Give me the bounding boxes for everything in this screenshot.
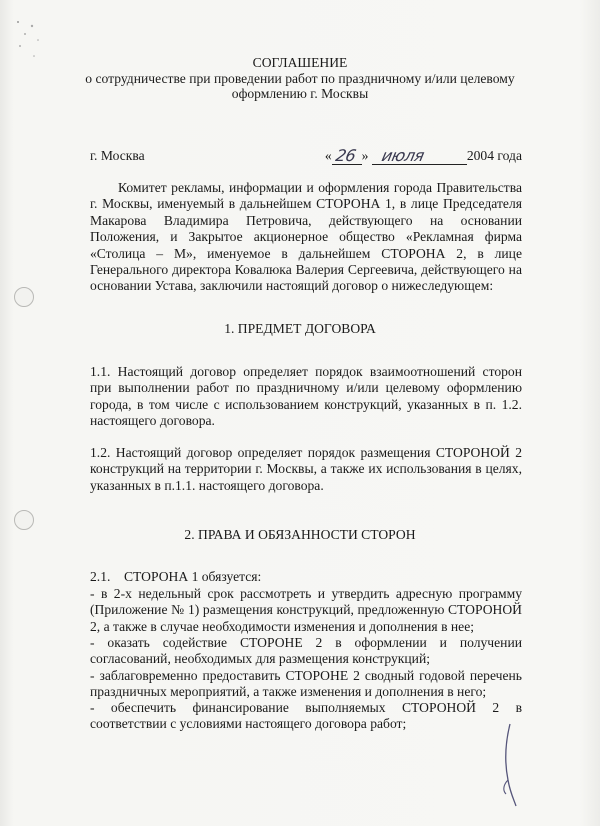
month-blank (372, 148, 467, 165)
open-quote: « (324, 148, 332, 163)
document-title: СОГЛАШЕНИЕ (252, 55, 348, 70)
day-handwritten: 26 (333, 146, 357, 165)
obligation-item-3: - заблаговременно предоставить СТОРОНЕ 2 сводный годовой перечень праздничных мероприятий, а также изменения и дополнения в него; (90, 668, 522, 700)
clause-1-2: 1.2. Настоящий договор определяет порядок размещения СТОРОНОЙ 2 конструкций на территории г. Москвы, а также их использования в целях, указанных в п.1.1. настоящего договора. (90, 445, 522, 493)
section1-heading: 1. ПРЕДМЕТ ДОГОВОРА (224, 321, 376, 336)
obligation-item-2: - оказать содействие СТОРОНЕ 2 в оформлении и получении согласований, необходимых для размещения конструкций; (90, 635, 522, 667)
handwritten-signature (496, 720, 524, 810)
section2-heading: 2. ПРАВА И ОБЯЗАННОСТИ СТОРОН (184, 527, 416, 542)
clause-2-1-label: СТОРОНА 1 обязуется: (123, 569, 262, 584)
document-subtitle-line1: о сотрудничестве при проведении работ по праздничному и/или целевому (85, 70, 515, 86)
year-label: 2004 года (466, 148, 522, 163)
clause-1-1: 1.1. Настоящий договор определяет порядок взаимоотношений сторон при выполнении работ по праздничному и/или целевому оформлению города, в том числе с использованием конструкций, указанных в п. 1.2. настоящего договора. (90, 364, 522, 429)
punch-hole-top (14, 287, 34, 307)
date-field (325, 148, 522, 165)
city-label: г. Москва (90, 148, 145, 163)
clause-2-1-number: 2.1. (90, 569, 111, 584)
document-header (0, 55, 600, 102)
document-subtitle-line2: оформлению г. Москвы (231, 86, 369, 101)
intro-paragraph: Комитет рекламы, информации и оформления города Правительства г. Москвы, именуемый в дальнейшем СТОРОНА 1, в лице Председателя Макарова Владимира Петровича, действующего на основании Положения, и Закрытое акционерное общество «Рекламная фирма «Столица – М», именуемое в дальнейшем СТОРОНА 2, в лице Генерального директора Ковалюка Валерия Сергеевича, действующего на основании Устава, заключили настоящий договор о нижеследующем: (90, 180, 522, 294)
close-quote: » (361, 148, 369, 163)
day-blank (332, 148, 362, 165)
obligation-item-1: - в 2-х недельный срок рассмотреть и утвердить адресную программу (Приложение № 1) размещения конструкций, предложенную СТОРОНОЙ 2, а также в случае необходимости изменения и дополнения в нее; (90, 586, 522, 634)
month-handwritten: июля (379, 146, 426, 165)
place-date-line (90, 148, 522, 168)
clause-2-1-title (90, 569, 522, 585)
obligation-item-4: - обеспечить финансирование выполняемых СТОРОНОЙ 2 в соответствии с условиями настоящего договора работ; (90, 700, 522, 732)
